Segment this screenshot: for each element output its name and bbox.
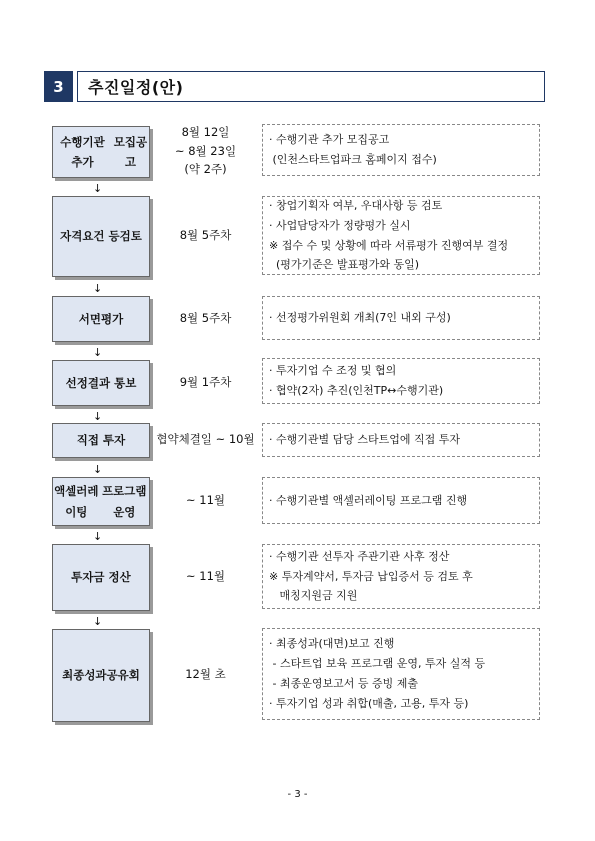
detail-line: (평가기준은 발표평가와 동일)	[269, 258, 420, 272]
detail-box	[262, 628, 540, 720]
schedule-text: 협약체결일 ~ 10월	[156, 432, 255, 447]
section-number: 3	[44, 71, 73, 102]
detail-box	[262, 124, 540, 176]
detail-line: ※ 접수 수 및 상황에 따라 서류평가 진행여부 결정	[269, 238, 509, 252]
detail-line: · 선정평가위원회 개최(7인 내외 구성)	[269, 311, 451, 325]
stage-box: 수행기관 추가 모집공고	[52, 126, 150, 178]
stage-box: 액셀러레이팅 프로그램 운영	[52, 477, 150, 526]
detail-line: (인천스타트업파크 홈페이지 접수)	[269, 153, 437, 166]
detail-line: · 수행기관 선투자 주관기관 사후 정산	[269, 549, 450, 563]
schedule-text: 12월 초	[185, 667, 226, 682]
detail-box	[262, 196, 540, 275]
detail-box	[262, 358, 540, 404]
flow-arrow-icon: ↓	[93, 410, 103, 423]
schedule-text: 8월 5주차	[179, 228, 232, 243]
page-number: - 3 -	[287, 789, 308, 800]
flow-arrow-icon: ↓	[93, 346, 103, 359]
detail-line: ※ 투자계약서, 투자금 납입증서 등 검토 후	[269, 569, 473, 583]
section-header	[44, 71, 545, 102]
detail-line: · 수행기관별 액셀러레이팅 프로그램 진행	[269, 493, 468, 507]
detail-line: · 투자기업 성과 취합(매출, 고용, 투자 등)	[269, 696, 469, 710]
section-title: 추진일정(안)	[77, 71, 545, 102]
stage-box: 최종성과공유회	[52, 629, 150, 722]
flow-arrow-icon: ↓	[93, 530, 103, 543]
detail-line: · 투자기업 수 조정 및 협의	[269, 364, 397, 378]
detail-box	[262, 423, 540, 457]
stage-box: 직접 투자	[52, 423, 150, 458]
detail-line: · 창업기획자 여부, 우대사항 등 검토	[269, 198, 443, 212]
detail-box	[262, 296, 540, 340]
flow-arrow-icon: ↓	[93, 615, 103, 628]
schedule-text: 9월 1주차	[179, 374, 232, 389]
stage-box: 선정결과 통보	[52, 360, 150, 406]
stage-box: 자격요건 등 검토	[52, 196, 150, 277]
stage-box: 투자금 정산	[52, 544, 150, 611]
schedule-text: ~ 11월	[185, 493, 226, 508]
detail-box	[262, 477, 540, 524]
detail-line: 매칭지원금 지원	[269, 589, 358, 603]
schedule-text: 8월 12일 ~ 8월 23일 (약 2주)	[174, 125, 237, 177]
detail-line: · 최종성과(대면)보고 진행	[269, 637, 395, 651]
flow-arrow-icon: ↓	[93, 282, 103, 295]
detail-line: · 협약(2자) 추진(인천TP↔수행기관)	[269, 384, 444, 397]
detail-line: · 수행기관 추가 모집공고	[269, 133, 390, 147]
flow-arrow-icon: ↓	[93, 463, 103, 476]
detail-line: · 수행기관별 담당 스타트업에 직접 투자	[269, 433, 460, 447]
detail-line: · 사업담당자가 정량평가 실시	[269, 218, 411, 232]
flow-arrow-icon: ↓	[93, 182, 103, 195]
schedule-text: ~ 11월	[185, 569, 226, 584]
detail-box	[262, 544, 540, 609]
detail-line: - 스타트업 보육 프로그램 운영, 투자 실적 등	[269, 657, 486, 671]
stage-box: 서면평가	[52, 296, 150, 342]
schedule-text: 8월 5주차	[179, 310, 232, 325]
detail-line: - 최종운영보고서 등 증빙 제출	[269, 677, 418, 690]
